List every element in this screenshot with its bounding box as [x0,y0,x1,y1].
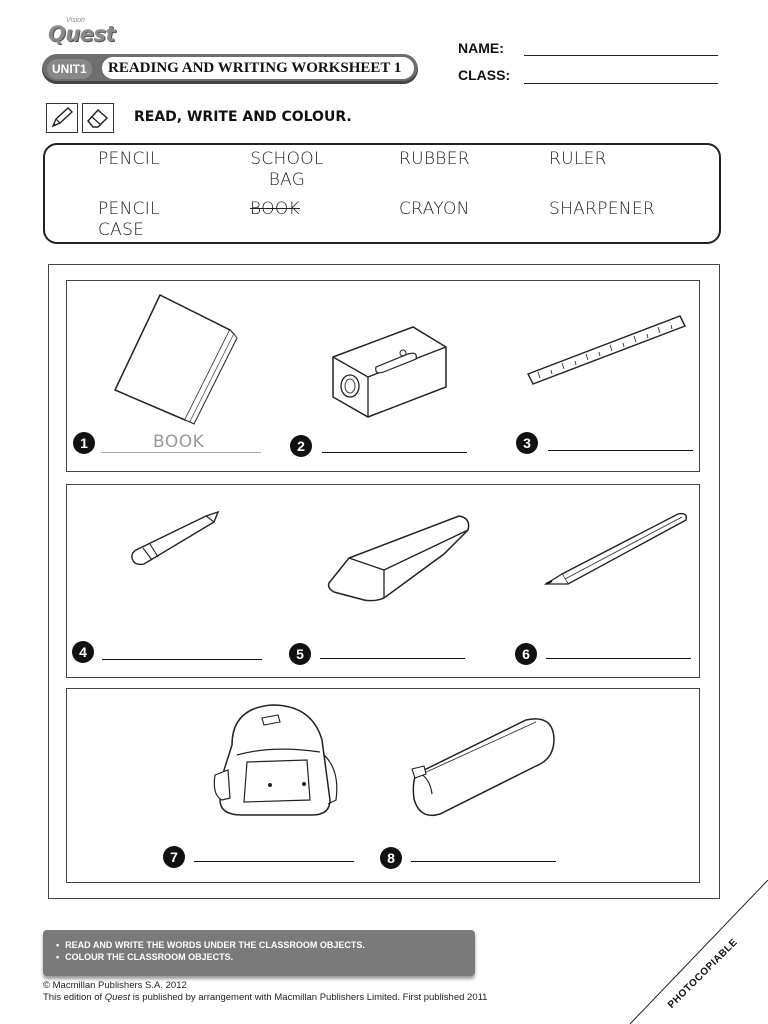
answer-line-7[interactable] [194,861,354,862]
word-bank-item: RULER [549,149,607,169]
name-label: NAME: [458,40,504,56]
instruction-text: READ, WRITE AND COLOUR. [134,109,352,125]
worksheet-title: READING AND WRITING WORKSHEET 1 [102,57,414,79]
eraser-icon [82,103,114,133]
item-number: 2 [290,435,312,457]
ruler-illustration [525,312,690,390]
book-illustration [110,290,240,425]
unit-label: UNIT1 [47,59,92,79]
answer-line-4[interactable] [102,659,262,660]
task-item: • READ AND WRITE THE WORDS UNDER THE CLASSROOM OBJECTS. [56,939,365,951]
word-bank-item: CRAYON [399,199,470,219]
answer-line-1[interactable] [101,452,261,453]
word-bank-item: SHARPENER [549,199,655,219]
photocopiable-corner [630,880,768,1024]
task-list [56,939,365,963]
pencil-illustration [542,508,692,588]
task-item: • COLOUR THE CLASSROOM OBJECTS. [56,951,365,963]
item-number: 8 [380,847,402,869]
sharpener-illustration [328,322,453,422]
answer-line-3[interactable] [548,450,693,451]
pencil-icon [46,103,78,133]
word-bank-item: PENCIL CASE [98,199,160,240]
answer-text: BOOK [153,432,205,452]
item-number: 1 [73,432,95,454]
answer-line-5[interactable] [320,658,465,659]
word-bank-item: PENCIL [98,149,160,169]
word-bank-item-used: BOOK [250,199,300,219]
copyright-line: © Macmillan Publishers S.A. 2012 [43,980,187,991]
class-field[interactable] [524,83,718,84]
crayon-illustration [128,508,223,570]
photocopiable-label: PHOTOCOPIABLE [666,936,740,1011]
item-number: 3 [516,432,538,454]
class-label: CLASS: [458,67,511,83]
answer-line-6[interactable] [546,658,691,659]
answer-line-2[interactable] [322,452,467,453]
word-bank-item: SCHOOL BAG [250,149,324,190]
item-number: 7 [163,846,185,868]
name-field[interactable] [524,55,718,56]
quest-logo: Quest [48,22,116,46]
item-number: 5 [289,643,311,665]
word-bank-item: RUBBER [399,149,470,169]
edition-line: This edition of Quest is published by arrangement with Macmillan Publishers Limited. First published 2011 [43,992,488,1003]
pencil-case-illustration [408,714,558,819]
school-bag-illustration [212,700,347,820]
rubber-illustration [324,508,474,606]
item-number: 6 [515,643,537,665]
copyright-notice [43,980,487,1004]
item-number: 4 [72,641,94,663]
logo-subtitle: Vision [66,17,85,24]
answer-line-8[interactable] [411,861,556,862]
